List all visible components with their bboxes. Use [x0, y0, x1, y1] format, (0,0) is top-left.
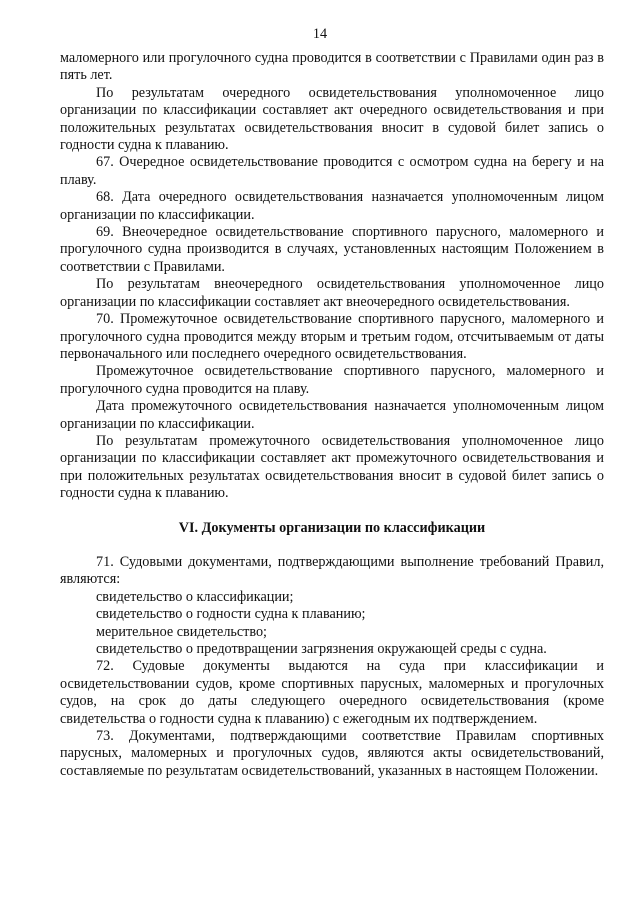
- paragraph: 68. Дата очередного освидетельствования назначается уполномоченным лицом организации по классификации.: [60, 189, 604, 223]
- paragraph: 73. Документами, подтверждающими соответствие Правилам спортивных парусных, маломерных и прогулочных судов, являются акты освидетельствований, составляемые по результатам освидетельствований, указанных в настоящем Положении.: [60, 728, 604, 779]
- paragraph: По результатам промежуточного освидетельствования уполномоченное лицо организации по классификации составляет акт промежуточного освидетельствования и при положительных результатах освидетельствования вносит в судовой билет запись о годности судна к плаванию.: [60, 432, 604, 502]
- list-item: свидетельство о годности судна к плаванию;: [96, 606, 366, 623]
- list-item: свидетельство о классификации;: [96, 588, 294, 605]
- document-body: [60, 50, 604, 780]
- paragraph: 67. Очередное освидетельствование проводится с осмотром судна на берегу и на плаву.: [60, 154, 604, 188]
- list-item: свидетельство о предотвращении загрязнения окружающей среды с судна.: [96, 641, 547, 657]
- paragraphs-after-heading: [60, 554, 604, 780]
- page-number: 14: [312, 26, 328, 42]
- paragraph: Промежуточное освидетельствование спортивного парусного, маломерного и прогулочного судна проводится на плаву.: [60, 363, 604, 397]
- paragraph: 71. Судовыми документами, подтверждающими выполнение требований Правил, являются:: [60, 553, 604, 588]
- paragraph: 69. Внеочередное освидетельствование спортивного парусного, маломерного и прогулочного судна производится в случаях, установленных настоящим Положением в соответствии с Правилами.: [60, 224, 604, 275]
- paragraph: По результатам внеочередного освидетельствования уполномоченное лицо организации по классификации составляет акт внеочередного освидетельствования.: [60, 276, 604, 310]
- paragraph: маломерного или прогулочного судна проводится в соответствии с Правилами один раз в пять лет.: [60, 50, 604, 84]
- paragraph: По результатам очередного освидетельствования уполномоченное лицо организации по классификации составляет акт очередного освидетельствования и при положительных результатах освидетельствования вносит в судовой билет запись о годности судна к плаванию.: [60, 84, 604, 154]
- list-item: мерительное свидетельство;: [96, 623, 267, 640]
- paragraph: 70. Промежуточное освидетельствование спортивного парусного, маломерного и прогулочного судна проводится между вторым и третьим годом, отсчитываемым от даты первоначального или последнего очередного освидетельствования.: [60, 311, 604, 362]
- section-heading: VI. Документы организации по классификации: [178, 519, 486, 536]
- paragraph: 72. Судовые документы выдаются на суда при классификации и освидетельствовании судов, кроме спортивных парусных, маломерных и прогулочных судов, на срок до даты следующего очередного освидетельствования (кроме свидетельства о годности судна к плаванию) с ежегодным их подтверждением.: [60, 658, 604, 727]
- paragraphs-before-heading: [60, 50, 604, 503]
- paragraph: Дата промежуточного освидетельствования назначается уполномоченным лицом организации по классификации.: [60, 398, 604, 432]
